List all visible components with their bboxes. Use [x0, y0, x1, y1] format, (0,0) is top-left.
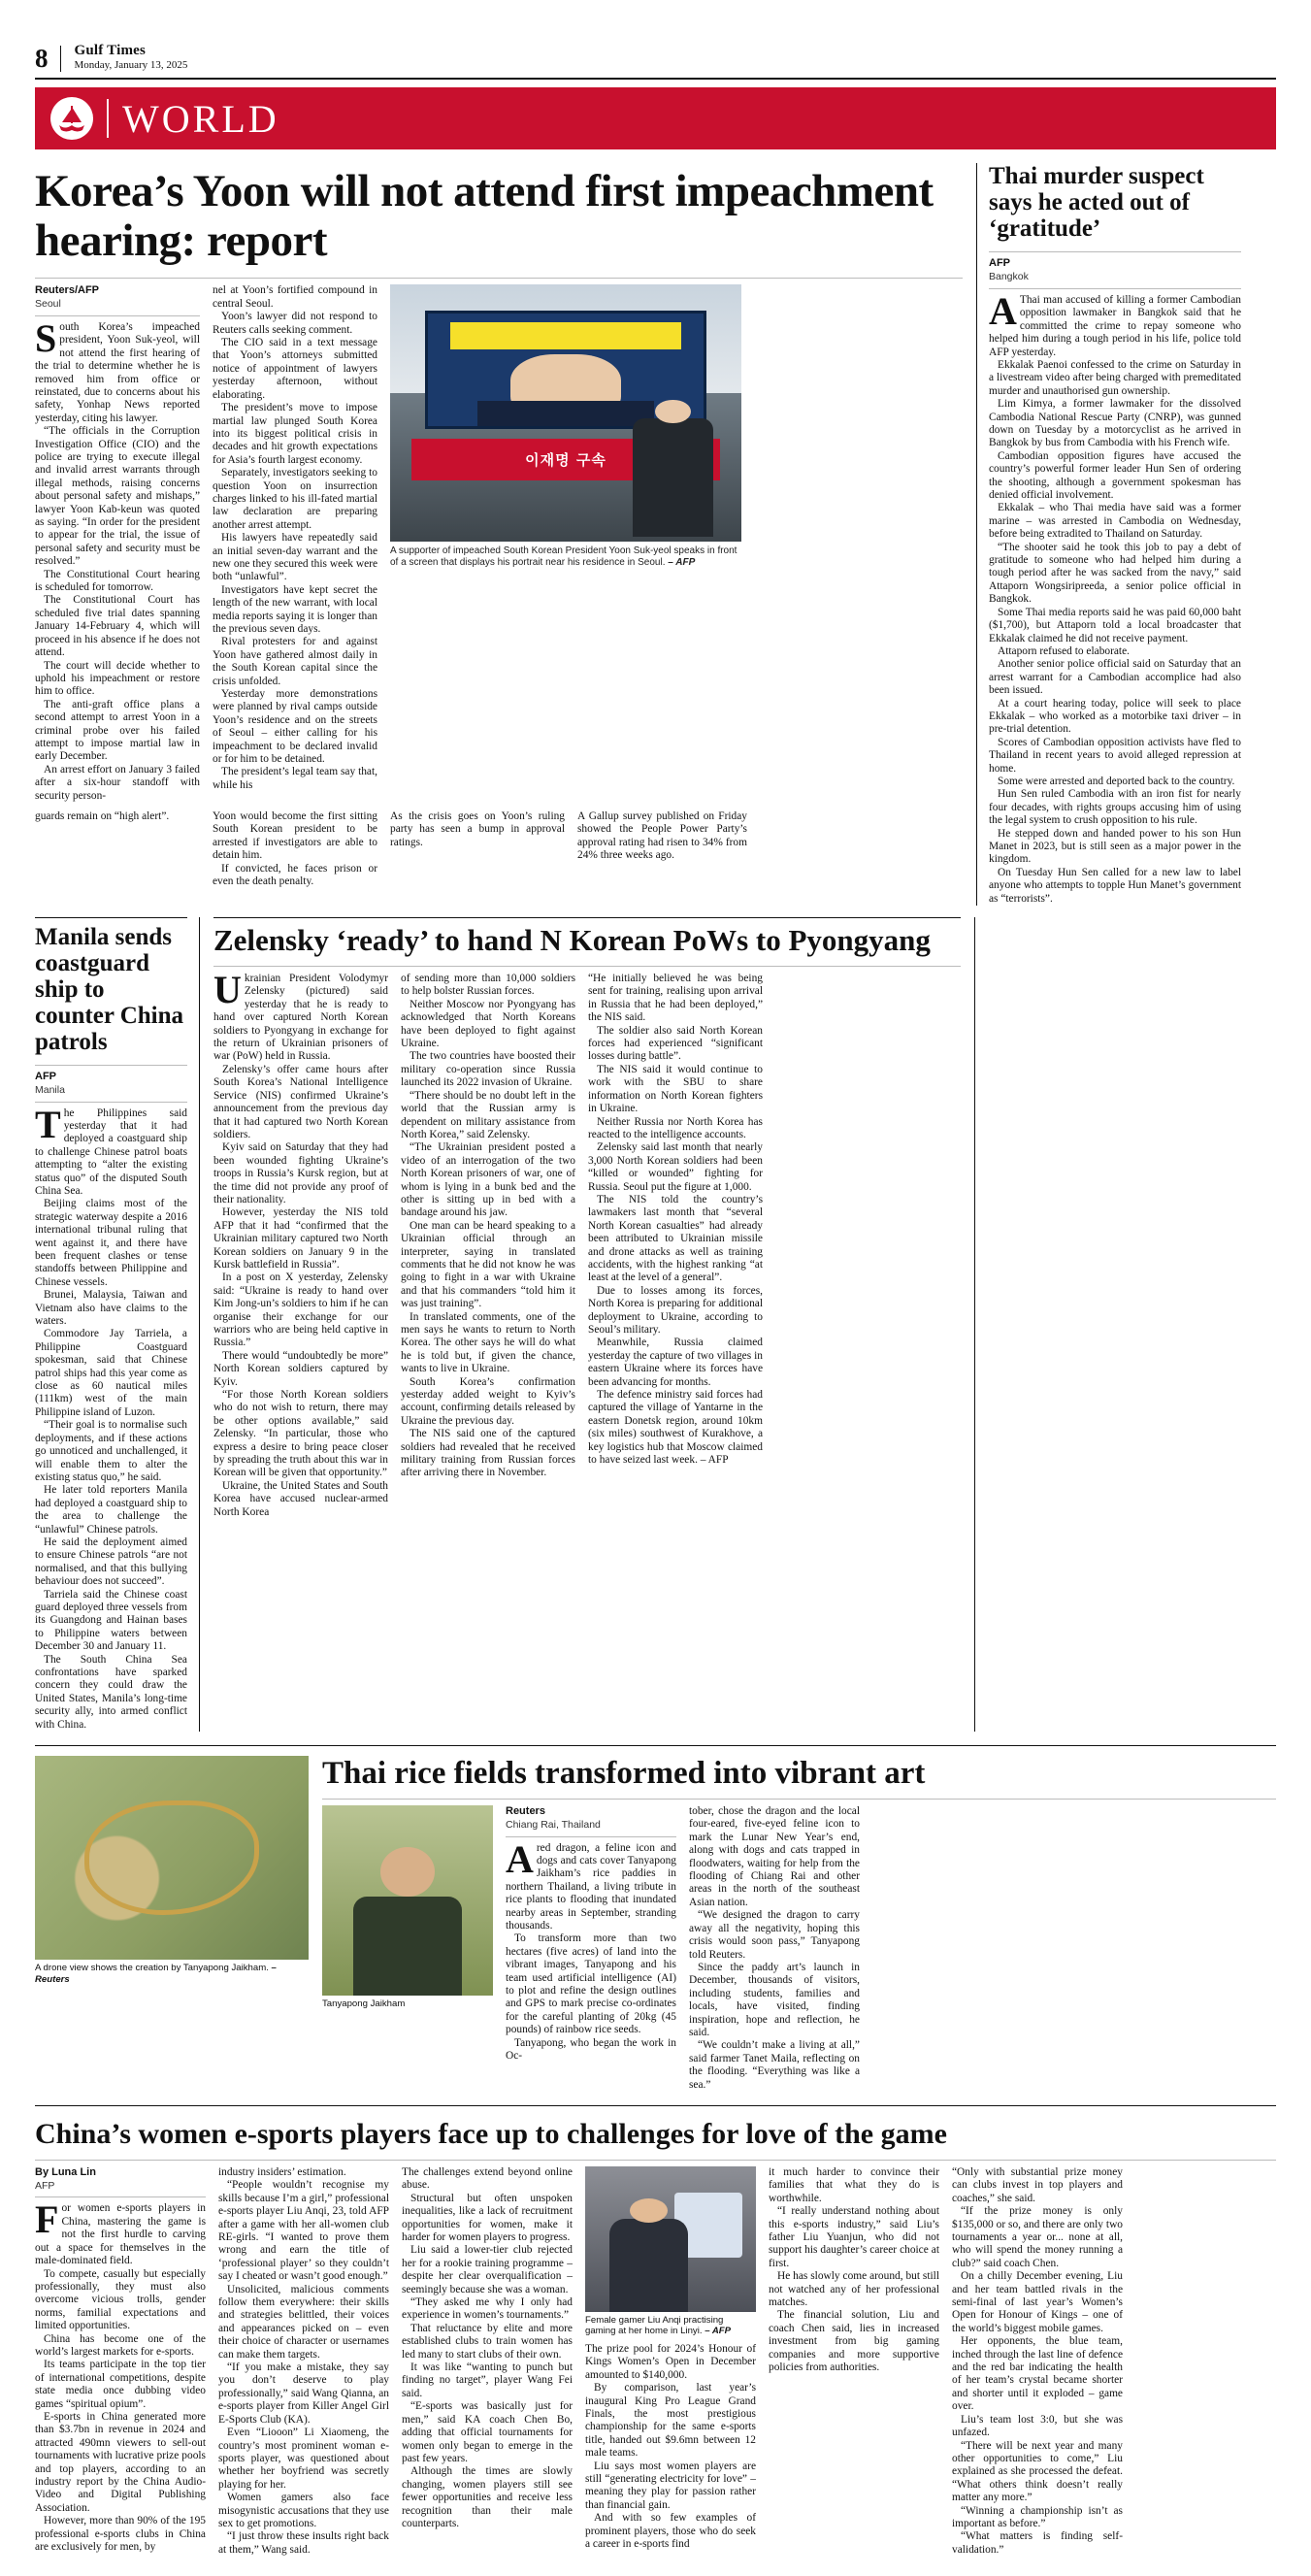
publication-title: Gulf Times: [74, 43, 147, 58]
rice-portrait-caption: Tanyapong Jaikham: [322, 1998, 406, 2010]
top-section: [35, 163, 1276, 906]
thai-murder-headline: Thai murder suspect says he acted out of ‘gratitude’: [989, 163, 1204, 243]
lead-jump-column-3: [390, 810, 565, 888]
divider: [989, 288, 1241, 289]
paragraph: Beijing claims most of the strategic waterway despite a 2016 international tribunal ruling that went against it, and there have been frequent clashes or tense standoffs between Philippine and Chinese vessels.: [35, 1198, 187, 1288]
rice-byline: [506, 1805, 676, 1833]
paragraph: “If you make a mistake, they say you don’t deserve to play professionally,” said Wang Qianna, an e-sports player from Killer Angel Girl E-Sports Club (KA).: [218, 2361, 389, 2426]
byline-dateline: Bangkok: [989, 271, 1029, 283]
paragraph: E-sports in China generated more than $3.7bn in revenue in 2024 and attracted 490mn viewers to sell-out tournaments with lucrative prize pools and top players, according to an industry report by the China Audio-Video and Digital Publishing Association.: [35, 2410, 206, 2514]
paragraph: Cambodian opposition figures have accused the country’s powerful former leader Hun Sen of ordering the shooting, although a government spokesman has denied official involvement.: [989, 449, 1241, 502]
rice-feature: [35, 1745, 1276, 2092]
lead-byline: [35, 284, 200, 312]
paragraph: “He initially believed he was being sent for training, realising upon arrival in Russia that he had been deployed,” the NIS said.: [588, 973, 763, 1024]
rice-portrait-photo: [322, 1805, 493, 1996]
paragraph: If convicted, he faces prison or even the death penalty.: [213, 862, 377, 887]
paragraph: For women e-sports players in China, mastering the game is not the first hurdle to carving out a space for themselves in the male-dominated field.: [35, 2197, 206, 2267]
divider: [35, 2196, 206, 2197]
paragraph: The Constitutional Court hearing is scheduled for tomorrow.: [35, 568, 200, 594]
paragraph: Liu’s team lost 3:0, but she was unfazed.: [952, 2413, 1123, 2439]
rice-column-2: [689, 1805, 860, 2092]
paragraph: The defence ministry said forces had captured the village of Yantarne in the eastern Donetsk region, around 10km (six miles) southwest of Kurakhove, a key logistics hub that Moscow claimed to have seized last week. – AFP: [588, 1389, 763, 1467]
paragraph: It was like “wanting to punch but finding no target”, player Wang Fei said.: [402, 2361, 573, 2399]
manila-headline: Manila sends coastguard ship to counter China patrols: [35, 924, 184, 1056]
paragraph: The South China Sea confrontations have sparked concern they could draw the United States, Manila’s long-time security ally, into armed conflict with China.: [35, 1653, 187, 1731]
divider: [322, 1799, 1276, 1800]
gulf-times-logo-icon: [50, 97, 93, 140]
paragraph: Tanyapong, who began the work in Oc-: [506, 2036, 676, 2063]
byline-agency: Reuters: [506, 1805, 545, 1818]
paragraph: Ekkalak Paenoi confessed to the crime on Saturday in a livestream video after being charged with premeditated murder and unauthorised gun ownership.: [989, 358, 1241, 397]
paragraph: Commodore Jay Tarriela, a Philippine Coastguard spokesman, said that Chinese patrol ships had this year come as close as 60 nautical miles (111km) west of the main Philippine island of Luzon.: [35, 1328, 187, 1418]
esports-photo-caption: [585, 2315, 756, 2337]
paragraph: The court will decide whether to uphold his impeachment or restore him to office.: [35, 659, 200, 698]
paragraph: “The Ukrainian president posted a video of an interrogation of the two North Korean prisoners of war, one of whom is lying in a bunk bed and the other is sitting up in bed with a bandage around his jaw.: [401, 1141, 575, 1219]
paragraph: He has slowly come around, but still not watched any of her professional matches.: [769, 2270, 939, 2309]
zelensky-column-3: [588, 973, 763, 1519]
paragraph: Meanwhile, Russia claimed yesterday the capture of two villages in eastern Ukraine where its forces have been advancing for months.: [588, 1337, 763, 1388]
paragraph: Liu said a lower-tier club rejected her for a rookie training programme – despite her clear overqualification – seemingly because she was a woman.: [402, 2244, 573, 2295]
paragraph: Separately, investigators seeking to question Yoon on insurrection charges linked to his ill-fated martial law declaration are preparing another arrest attempt.: [213, 467, 377, 531]
paragraph: The Philippines said yesterday that it had deployed a coastguard ship to challenge Chinese patrol boats attempting to “alter the existing status quo” of the disputed South China Sea.: [35, 1102, 187, 1197]
rice-drone-caption: [35, 1963, 309, 1985]
esports-byline: [35, 2166, 206, 2194]
paragraph: Hun Sen ruled Cambodia with an iron fist for nearly four decades, with rights groups accusing him of using the legal system to crush opposition to his rule.: [989, 788, 1241, 827]
paragraph: In translated comments, one of the men says he wants to return to North Korea. The other says he will do what he is told but, if given the chance, wants to live in Ukraine.: [401, 1310, 575, 1375]
paragraph: The CIO said in a text message that Yoon’s attorneys submitted notice of appointment of lawyers yesterday afternoon, without elaborating.: [213, 337, 377, 401]
paragraph: Since the paddy art’s launch in December, thousands of visitors, including students, families and locals, have visited, finding inspiration, hope and reflection, he said.: [689, 1961, 860, 2038]
paragraph: Some Thai media reports said he was paid 60,000 baht ($1,700), but Attaporn told a local broadcaster that Ekkalak claimed he did not receive payment.: [989, 606, 1241, 644]
paragraph: Structural but often unspoken inequalities, like a lack of recruitment opportunities for women, make it harder for women players to progress.: [402, 2192, 573, 2243]
thai-murder-continued: [974, 917, 1239, 1732]
paragraph: tober, chose the dragon and the local four-eared, five-eyed feline icon to mark the Lunar New Year’s end, along with dogs and cats trapped in floodwaters, waiting for help from the flooding of Chiang Rai and other areas in the north of the southeast Asian nation.: [689, 1805, 860, 1908]
lead-jump-column-2: [213, 810, 377, 888]
paragraph: Tarriela said the Chinese coast guard deployed three vessels from its Guangdong and Hainan bases to Philippine waters between December 30 and January 11.: [35, 1588, 187, 1653]
paragraph: South Korea’s impeached president, Yoon Suk-yeol, will not attend the first hearing of the trial to determine whether he is removed him from office or reinstated, due to concerns about his safety, Yonhap News reported yesterday, citing his lawyer.: [35, 315, 200, 424]
masthead: [35, 43, 1276, 80]
paragraph: Women gamers also face misogynistic accusations that they use sex to get promotions.: [218, 2492, 389, 2529]
paragraph: And with so few examples of prominent players, those who do seek a career in e-sports find: [585, 2512, 756, 2551]
esports-column-1: [35, 2166, 206, 2557]
divider: [989, 251, 1241, 252]
paragraph: His lawyers have repeatedly said an initial seven-day warrant and the new one they secured this week were both “unlawful”.: [213, 532, 377, 583]
paragraph: “For those North Korean soldiers who do not wish to return, there may be other options available,” said Zelensky. “In particular, those who express a desire to bring peace closer by spreading the truth about this war in Korean will be given that opportunity.”: [213, 1389, 388, 1479]
paragraph: Lim Kimya, a former lawmaker for the dissolved Cambodia National Rescue Party (CNRP), was gunned down on Tuesday by a motorcyclist as he arrived in Bangkok by bus from Cambodia with his French wife.: [989, 398, 1241, 449]
paragraph: The NIS told the country’s lawmakers last month that “several North Korean casualties” had already been attributed to Ukrainian missile and drone attacks as well as training accidents, with the highest ranking “at least at the level of a general”.: [588, 1193, 763, 1284]
paragraph: “I just throw these insults right back at them,” Wang said.: [218, 2530, 389, 2556]
paragraph: “We designed the dragon to carry away all the negativity, hoping this crisis would soon pass,” Tanyapong told Reuters.: [689, 1909, 860, 1961]
paragraph: The challenges extend beyond online abuse.: [402, 2165, 573, 2192]
paragraph: Ared dragon, a feline icon and dogs and cats cover Tanyapong Jaikham’s rice paddies in northern Thailand, a living tribute in rice plants to flooding that inundated nearby areas in September, stranding thousands.: [506, 1836, 676, 1932]
lead-headline: Korea’s Yoon will not attend first impeachment hearing: report: [35, 166, 934, 267]
zelensky-headline: Zelensky ‘ready’ to hand N Korean PoWs to Pyongyang: [213, 923, 931, 958]
paragraph: Another senior police official said on Saturday that an arrest warrant for a Cambodian accomplice had also been issued.: [989, 658, 1241, 697]
paragraph: By comparison, last year’s inaugural King Pro League Grand Finals, the most prestigious championship for the same e-sports title, handed out $9.6mn between 12 male teams.: [585, 2382, 756, 2460]
paragraph: Even “Liooon” Li Xiaomeng, the country’s most prominent woman e-sports player, was questioned about whether her boyfriend was secretly playing for her.: [218, 2427, 389, 2491]
rice-photo-column: [35, 1756, 309, 2092]
divider: [35, 917, 187, 918]
caption-text: A supporter of impeached South Korean President Yoon Suk-yeol speaks in front of a screen that displays his portrait near his residence in Seoul.: [390, 545, 737, 569]
paragraph: Some were arrested and deported back to the country.: [998, 775, 1235, 787]
page-number: 8: [35, 46, 61, 72]
paragraph: “Winning a championship isn’t as important as before.”: [952, 2504, 1123, 2529]
protest-banner: 이재명 구속: [411, 439, 721, 479]
thai-murder-byline: [989, 257, 1241, 284]
paragraph: Brunei, Malaysia, Taiwan and Vietnam also have claims to the waters.: [35, 1289, 187, 1328]
paragraph: The soldier also said North Korean forces had experienced “significant losses during battle”.: [588, 1024, 763, 1063]
paragraph: A Gallup survey published on Friday showed the People Power Party’s approval rating had risen to 34% from 24% three weeks ago.: [577, 809, 747, 862]
paragraph: “If the prize money is only $135,000 or so, and there are only two tournaments a year or... none at all, who will spend the money running a club?” said coach Chen.: [952, 2205, 1123, 2269]
byline-agency: AFP: [35, 1071, 56, 1083]
paragraph: “Only with substantial prize money can clubs invest in top players and coaches,” she said.: [952, 2165, 1123, 2204]
zelensky-column-1: [213, 968, 389, 1519]
paragraph: Yoon’s lawyer did not respond to Reuters calls seeking comment.: [213, 311, 377, 336]
byline-dateline: Chiang Rai, Thailand: [506, 1818, 601, 1831]
paragraph: Due to losses among its forces, North Korea is preparing for additional deployment to Ukraine, according to Seoul’s military.: [588, 1284, 763, 1336]
lead-photo: [390, 284, 741, 542]
esports-column-3: [402, 2166, 573, 2557]
lead-photo-caption: [390, 545, 741, 569]
rice-column-3: [872, 1805, 1043, 2092]
paragraph: The president’s move to impose martial law plunged South Korea into its biggest political crisis in decades and hit growth expectations for Asia’s fourth largest economy.: [213, 402, 377, 466]
byline-agency: AFP: [35, 2179, 55, 2192]
paragraph: On Tuesday Hun Sen called for a new law to label anyone who attempts to topple Hun Manet’s government as “terrorists”.: [989, 866, 1241, 905]
paragraph: That reluctance by elite and more established clubs to train women has led many to start clubs of their own.: [402, 2322, 573, 2361]
paragraph: “There will be next year and many other opportunities to come,” Liu explained as she processed the defeat. “What others think doesn’t really matter any more.”: [952, 2439, 1123, 2504]
publication-date: Monday, January 13, 2025: [74, 59, 188, 72]
esports-column-6: [952, 2166, 1123, 2557]
paragraph: “People wouldn’t recognise my skills because I’m a girl,” professional e-sports player Liu Anqi, 23, told AFP after a game with her all-women club RE-girls. “I wanted to prove them wrong and earn the title of ‘professional player’ so they couldn’t say I cheated or wasn’t good enough.”: [218, 2179, 389, 2283]
paragraph: Investigators have kept secret the length of the new warrant, with local media reports saying it is longer than the previous seven days.: [213, 583, 377, 635]
paragraph: industry insiders’ estimation.: [218, 2165, 346, 2178]
byline-agency: AFP: [989, 257, 1010, 270]
paragraph: “There should be no doubt left in the world that the Russian army is dependent on military assistance from North Korea,” said Zelensky.: [401, 1089, 575, 1140]
paragraph: He said the deployment aimed to ensure Chinese patrols “are not normalised, and that this bullying behaviour does not succeed”.: [35, 1536, 187, 1588]
paragraph: Her opponents, the blue team, inched through the last line of defence and the red bar indicating the health of her team’s crystal became shorter and shorter until it exploded – game over.: [952, 2335, 1123, 2413]
paragraph: At a court hearing today, police will seek to place Ekkalak – who worked as a motorbike taxi driver – in pre-trial detention.: [989, 697, 1241, 736]
paragraph: The financial solution, Liu and coach Chen said, lies in increased investment from big gaming companies and more supportive policies from authorities.: [769, 2309, 939, 2374]
paragraph: “We couldn’t make a living at all,” said farmer Tanet Maila, reflecting on the flooding. “Everything was like a sea.”: [689, 2039, 860, 2091]
paragraph: “The shooter said he took this job to pay a debt of gratitude to someone who had helped him during a tough period after he was sacked from the navy,” said Attaporn Wongsiripreeda, a senior police official in Bangkok.: [989, 541, 1241, 606]
esports-headline: China’s women e-sports players face up to challenges for love of the game: [35, 2117, 947, 2150]
paragraph: “They asked me why I only had experience in women’s tournaments.”: [402, 2296, 573, 2322]
paragraph: AThai man accused of killing a former Cambodian opposition lawmaker in Bangkok said that he committed the crime to repay someone who helped him during a tough period in his life, police told AFP yesterday.: [989, 288, 1241, 358]
divider: [35, 1065, 187, 1066]
divider: [35, 278, 963, 279]
paragraph: Kyiv said on Saturday that they had been wounded fighting Ukraine’s troops in Russia’s Kursk region, but at the time did not provide any proof of their nationality.: [213, 1141, 388, 1205]
lead-column-2: [213, 284, 377, 803]
paragraph: “E-sports was basically just for men,” said KA coach Chen Bo, adding that official tournaments for women only began to emerge in the past few years.: [402, 2400, 573, 2464]
paragraph: As the crisis goes on Yoon’s ruling party has seen a bump in approval ratings.: [390, 809, 565, 848]
supporter-figure: [633, 418, 713, 537]
byline-dateline: Seoul: [35, 298, 61, 311]
paragraph: One man can be heard speaking to a Ukrainian official through an interpreter, saying in translated comments that he did not know he was going to fight in a war with Ukraine and that his commanders “told him it was just training”.: [401, 1219, 575, 1310]
paragraph: The president’s legal team say that, while his: [213, 766, 377, 791]
rice-text-column: [322, 1756, 1276, 2092]
paragraph: “I really understand nothing about this e-sports industry,” said Liu’s father Liu Yuanjun, who did not support his daughter’s career choice at first.: [769, 2205, 939, 2269]
paragraph: Neither Russia nor North Korea has reacted to the intelligence accounts.: [588, 1115, 763, 1140]
paragraph: The NIS said it would continue to work with the SBU to share information on North Korean fighters in Ukraine.: [588, 1063, 763, 1115]
paragraph: The prize pool for 2024’s Honour of Kings Women’s Open in December amounted to $140,000.: [585, 2342, 756, 2381]
paragraph: guards remain on “high alert”.: [35, 809, 170, 822]
rice-drone-photo: [35, 1756, 309, 1960]
paragraph: Attaporn refused to elaborate.: [998, 644, 1130, 657]
banner-divider: [107, 99, 109, 138]
paragraph: The NIS said one of the captured soldiers had revealed that he received military training from Russian forces after arriving there in November.: [401, 1428, 575, 1479]
billboard-banner-top: [450, 322, 681, 349]
section-banner: [35, 87, 1276, 149]
paragraph: Yoon would become the first sitting South Korean president to be arrested if investigators are able to detain him.: [213, 809, 377, 862]
caption-credit: – AFP: [705, 2326, 732, 2337]
paragraph: Scores of Cambodian opposition activists have fled to Thailand in recent years to avoid alleged repression at home.: [989, 736, 1241, 775]
paragraph: Ukraine, the United States and South Korea have accused nuclear-armed North Korea: [213, 1479, 388, 1518]
lead-jump-column-4: [577, 810, 747, 888]
paragraph: of sending more than 10,000 soldiers to help bolster Russian forces.: [401, 973, 575, 998]
divider: [35, 2160, 1276, 2161]
caption-text: A drone view shows the creation by Tanyapong Jaikham.: [35, 1963, 269, 1974]
zelensky-story: [213, 917, 961, 1732]
paragraph: Unsolicited, malicious comments follow them everywhere: their skills and strategies belittled, their voices and appearances picked on – even their choice of character or usernames can make them targets.: [218, 2283, 389, 2361]
thai-murder-story: [976, 163, 1241, 906]
paragraph: Yesterday more demonstrations were planned by rival camps outside Yoon’s residence and on the streets of Seoul – either calling for his impeachment to be declared invalid or for him to be detained.: [213, 688, 377, 766]
lead-jump-column-1: [35, 810, 200, 888]
middle-section: [35, 917, 1276, 1732]
paragraph: “The officials in the Corruption Investigation Office (CIO) and the police are trying to execute illegal and invalid arrest warrants through illegal methods, raising concerns about personal safety and mishaps,” lawyer Yoon Kab-keun was quoted as saying. “In order for the president to appear for the trial, the issue of personal safety and security must be resolved.”: [35, 425, 200, 568]
byline-dateline: Manila: [35, 1083, 65, 1096]
rice-column-1: [506, 1805, 676, 2092]
divider: [213, 966, 961, 967]
paragraph: However, more than 90% of the 195 professional e-sports clubs in China are exclusively for men, by: [35, 2515, 206, 2554]
lead-photo-column: [390, 284, 741, 803]
portrait-body: [477, 401, 654, 425]
manila-story: [35, 917, 200, 1732]
paragraph: To transform more than two hectares (five acres) of land into the vibrant images, Tanyapong and his team used artificial intelligence (AI) to plot and refine the design outlines and GPS to mark precise co-ordinates for the careful planting of 20kg (45 pounds) of rainbow rice seeds.: [506, 1932, 676, 2036]
lead-column-1: [35, 284, 200, 803]
rice-headline: Thai rice fields transformed into vibrant art: [322, 1756, 926, 1792]
paragraph: Zelensky’s offer came hours after South Korea’s National Intelligence Service (NIS) confirmed Ukraine’s announcement from the previous day that it had captured two North Korean soldiers.: [213, 1063, 388, 1140]
paragraph: it much harder to convince their families that what they do is worthwhile.: [769, 2165, 939, 2204]
paragraph: An arrest effort on January 3 failed after a six-hour standoff with security person-: [35, 763, 200, 802]
paragraph: To compete, casually but especially professionally, they must also overcome vicious trolls, gender norms, familial expectations and limited opportunities.: [35, 2267, 206, 2332]
esports-column-5: [769, 2166, 939, 2557]
paragraph: Ukrainian President Volodymyr Zelensky (pictured) said yesterday that he is ready to hand over captured North Korean soldiers to Pyongyang in exchange for the return of Ukrainian prisoners of war (PoW) held in Russia.: [213, 968, 388, 1063]
esports-column-2: [218, 2166, 389, 2557]
paragraph: Zelensky said last month that nearly 3,000 North Korean soldiers had been “killed or wounded” fighting for Russia. Seoul put the figure at 1,000.: [588, 1141, 763, 1193]
paragraph: “Their goal is to normalise such deployments, and if these actions go unnoticed and unchallenged, it will enable them to alter the existing status quo,” he said.: [35, 1419, 187, 1483]
divider: [213, 917, 961, 918]
caption-credit: – Reuters: [35, 1963, 277, 1985]
paragraph: On a chilly December evening, Liu and her team battled rivals in the semi-final of last year’s Women’s Open for Honour of Kings – one of the world’s biggest mobile games.: [952, 2270, 1123, 2334]
caption-credit: – AFP: [668, 557, 696, 569]
paragraph: He stepped down and handed power to his son Hun Manet in 2023, but is still seen as a major power in the kingdom.: [989, 827, 1241, 866]
byline-agency: Reuters/AFP: [35, 284, 100, 297]
manila-byline: [35, 1071, 187, 1098]
esports-column-4: [585, 2166, 756, 2557]
section-title: WORLD: [122, 96, 279, 141]
paragraph: Although the times are slowly changing, women players still see fewer opportunities and receive less recognition than their male counterparts.: [402, 2465, 573, 2529]
esports-photo: [585, 2166, 756, 2312]
paragraph: However, yesterday the NIS told AFP that it had “confirmed that the Ukrainian military captured two North Korean soldiers on January 9 in the Kursk battlefield in Russia”.: [213, 1206, 388, 1271]
lead-story: [35, 163, 963, 906]
paragraph: China has become one of the world’s largest markets for e-sports.: [35, 2332, 206, 2358]
esports-feature: [35, 2105, 1276, 2557]
paragraph: The two countries have boosted their military co-operation since Russia launched its 2022 invasion of Ukraine.: [401, 1050, 575, 1089]
paragraph: The anti-graft office plans a second attempt to arrest Yoon in a criminal probe over his failed attempt to impose martial law in early December.: [35, 698, 200, 763]
paragraph: “What matters is finding self-validation.”: [952, 2530, 1123, 2556]
paragraph: He later told reporters Manila had deployed a coastguard ship to the area to challenge the “unlawful” Chinese patrols.: [35, 1484, 187, 1536]
divider: [35, 315, 200, 316]
paragraph: South Korea’s confirmation yesterday added weight to Kyiv’s account, confirming details released by Ukraine the previous day.: [401, 1375, 575, 1427]
paragraph: There would “undoubtedly be more” North Korean soldiers captured by Kyiv.: [213, 1349, 388, 1388]
zelensky-column-4: [775, 973, 950, 1519]
paragraph: Its teams participate in the top tier of international competitions, despite state media once dubbing video games “spiritual opium”.: [35, 2359, 206, 2410]
paragraph: In a post on X yesterday, Zelensky said: “Ukraine is ready to hand over Kim Jong-un’s soldiers to him if he can organise their exchange for our warriors who are being held captive in Russia.”: [213, 1271, 389, 1349]
caption-text: Female gamer Liu Anqi practising gaming at her home in Linyi.: [585, 2314, 724, 2337]
paragraph: Rival protesters for and against Yoon have gathered almost daily in the South Korean capital since the crisis unfolded.: [213, 636, 377, 687]
paragraph: Neither Moscow nor Pyongyang has acknowledged that North Koreans have been deployed to fight against Ukraine.: [401, 998, 575, 1050]
paragraph: Ekkalak – who Thai media have said was a former marine – was arrested in Cambodia on Wednesday, before being extradited to Thailand on Saturday.: [989, 502, 1241, 541]
rice-portrait-column: [322, 1805, 493, 2092]
paragraph: nel at Yoon’s fortified compound in central Seoul.: [213, 284, 377, 310]
zelensky-column-2: [401, 973, 575, 1519]
byline-author: By Luna Lin: [35, 2165, 96, 2178]
paragraph: Liu says most women players are still “generating electricity for love” – meaning they play for passion rather than financial gain.: [585, 2460, 756, 2511]
paragraph: The Constitutional Court has scheduled five trial dates spanning January 14-February 4, which will proceed in his absence if he does not attend.: [35, 594, 200, 659]
